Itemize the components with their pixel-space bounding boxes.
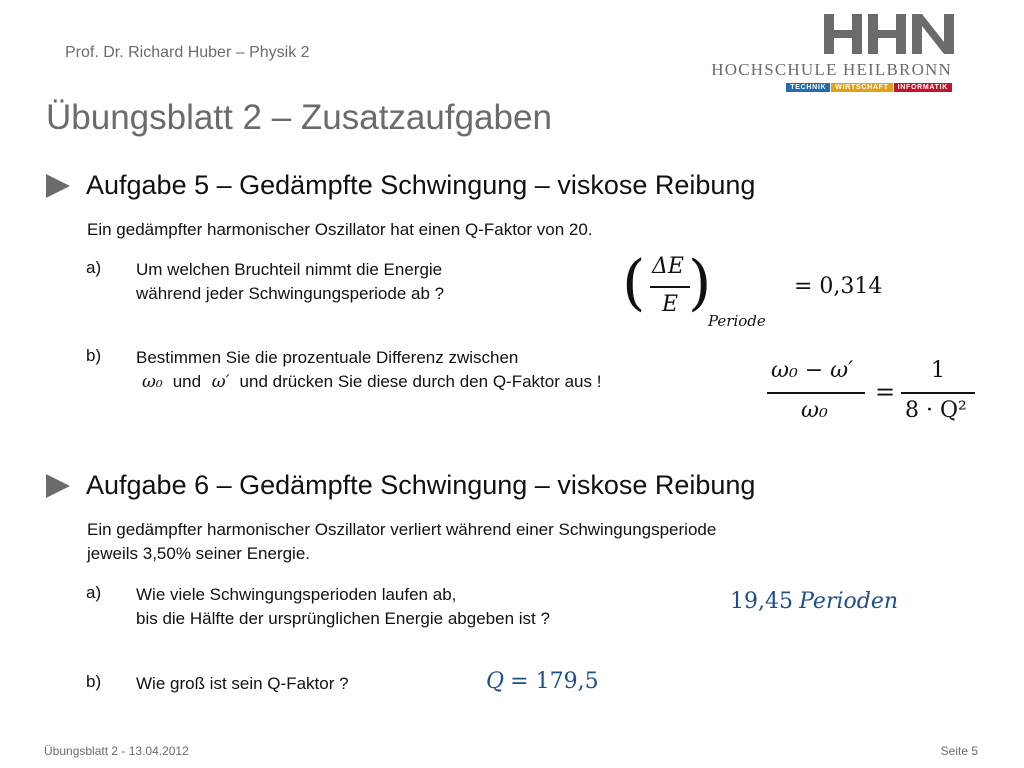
task6-b-result bbox=[486, 668, 599, 694]
fraction-bar bbox=[650, 286, 690, 288]
intro-line: Ein gedämpfter harmonischer Oszillator verliert während einer Schwingungsperiode bbox=[87, 520, 717, 539]
task6-item-a bbox=[0, 583, 720, 643]
item-text bbox=[136, 583, 550, 631]
item-line: Bestimmen Sie die prozentuale Differenz zwischen bbox=[136, 348, 519, 367]
left-numerator: ω₀ − ω′ bbox=[771, 358, 854, 383]
right-denominator: 8 · Q² bbox=[905, 398, 967, 423]
logo-tag-informatik: INFORMATIK bbox=[894, 83, 952, 92]
fraction-numerator: ΔE bbox=[652, 254, 684, 279]
fraction-bar bbox=[901, 392, 975, 394]
task6-item-b bbox=[0, 672, 460, 702]
item-text bbox=[136, 672, 349, 696]
item-label: a) bbox=[86, 258, 102, 277]
author-line: Prof. Dr. Richard Huber – Physik 2 bbox=[65, 44, 310, 61]
result-unit: Perioden bbox=[799, 589, 899, 614]
logo-subtitle: HOCHSCHULE HEILBRONN bbox=[711, 60, 952, 79]
footer-left: Übungsblatt 2 - 13.04.2012 bbox=[44, 744, 189, 758]
task6-a-result bbox=[730, 588, 898, 614]
formula-omega-ratio bbox=[765, 356, 985, 436]
logo-tags bbox=[786, 83, 952, 92]
omega-prime-symbol: ω′ bbox=[211, 372, 230, 392]
result-value: = 179,5 bbox=[510, 669, 599, 694]
formula-energy-fraction bbox=[622, 250, 912, 340]
right-paren: ) bbox=[688, 248, 712, 318]
item-line: Um welchen Bruchteil nimmt die Energie bbox=[136, 260, 443, 279]
bullet-triangle-icon bbox=[46, 474, 70, 498]
result-Q: Q bbox=[486, 669, 505, 694]
item-line: Wie groß ist sein Q-Faktor ? bbox=[136, 674, 349, 693]
left-paren: ( bbox=[622, 248, 646, 318]
fraction-denominator: E bbox=[662, 292, 679, 317]
task5-heading bbox=[46, 170, 755, 201]
task5-item-a bbox=[0, 258, 640, 318]
result-number: 19,45 bbox=[730, 589, 793, 614]
task6-heading-text: Aufgabe 6 – Gedämpfte Schwingung – viskose Reibung bbox=[86, 470, 756, 500]
formula-subscript: Periode bbox=[708, 312, 766, 330]
item-label: a) bbox=[86, 583, 102, 602]
und-word: und bbox=[172, 372, 202, 391]
item-line bbox=[136, 370, 601, 394]
formula-result: = 0,314 bbox=[794, 274, 883, 299]
intro-line: jeweils 3,50% seiner Energie. bbox=[87, 544, 311, 563]
item-label: b) bbox=[86, 672, 102, 691]
footer-page-number: Seite 5 bbox=[940, 744, 978, 758]
fraction-bar bbox=[767, 392, 865, 394]
bullet-triangle-icon bbox=[46, 174, 70, 198]
task5-intro: Ein gedämpfter harmonischer Oszillator hat einen Q-Faktor von 20. bbox=[87, 220, 593, 239]
item-line-rest: und drücken Sie diese durch den Q-Faktor aus ! bbox=[239, 372, 602, 391]
item-line: Wie viele Schwingungsperioden laufen ab, bbox=[136, 585, 457, 604]
left-denominator: ω₀ bbox=[801, 398, 828, 423]
item-line: bis die Hälfte der ursprünglichen Energie abgeben ist ? bbox=[136, 609, 550, 628]
item-text bbox=[136, 346, 601, 394]
page-title: Übungsblatt 2 – Zusatzaufgaben bbox=[46, 98, 552, 137]
task6-intro bbox=[87, 518, 716, 566]
omega0-symbol: ω₀ bbox=[142, 372, 163, 392]
logo-tag-wirtschaft: WIRTSCHAFT bbox=[831, 83, 892, 92]
right-numerator: 1 bbox=[931, 358, 945, 383]
item-label: b) bbox=[86, 346, 102, 365]
task5-heading-text: Aufgabe 5 – Gedämpfte Schwingung – viskose Reibung bbox=[86, 170, 756, 200]
task6-heading bbox=[46, 470, 755, 501]
hhn-logo-mark bbox=[824, 12, 954, 56]
task5-item-b bbox=[0, 346, 760, 406]
hhn-logo bbox=[711, 8, 982, 98]
item-line: während jeder Schwingungsperiode ab ? bbox=[136, 284, 445, 303]
logo-tag-technik: TECHNIK bbox=[786, 83, 830, 92]
equals-sign: = bbox=[875, 378, 896, 406]
item-text bbox=[136, 258, 444, 306]
